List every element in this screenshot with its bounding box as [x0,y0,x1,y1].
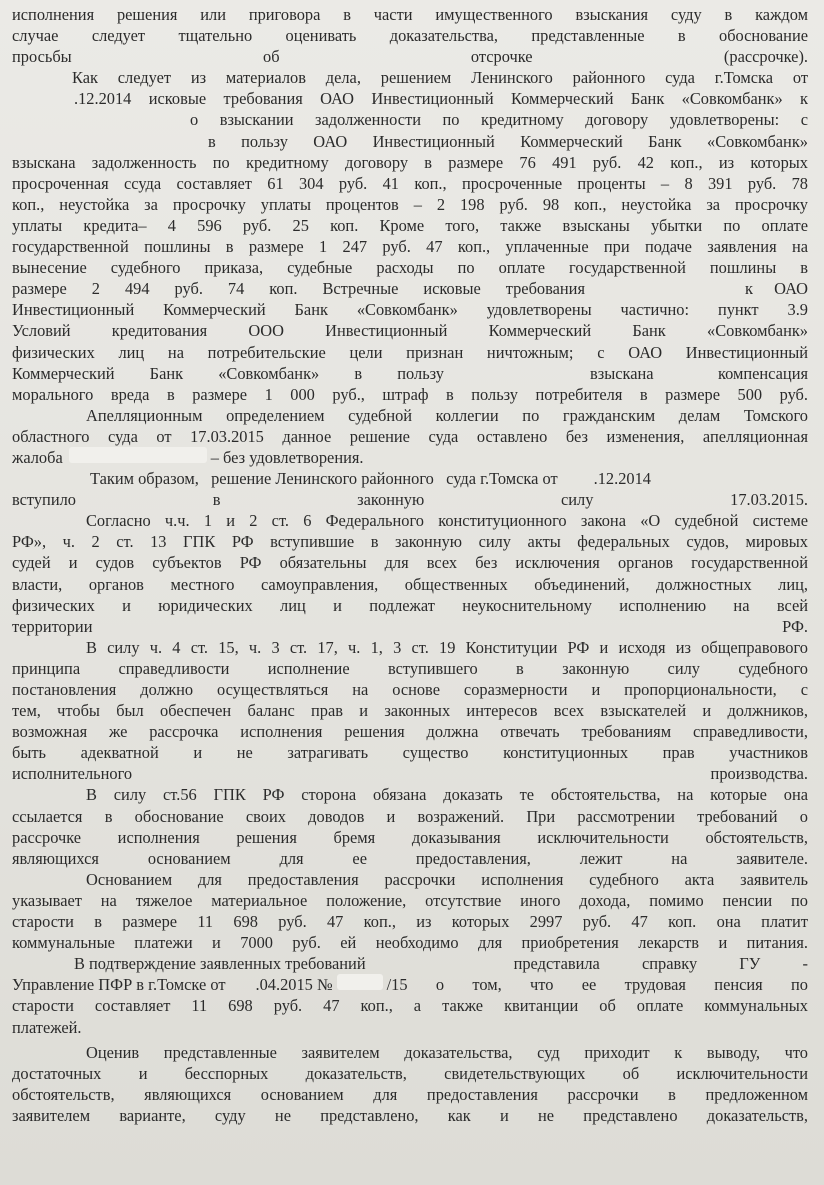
text-line: обстоятельств, являющихся основанием для предоставления рассрочки в предложенном [12,1084,808,1104]
text-line: возможная же рассрочка исполнения решения должна отвечать требованиям справедливости, [12,722,808,742]
redacted-date [225,974,255,990]
redacted-name [366,953,514,969]
text-line: морального вреда в размере 1 000 руб., штраф в пользу потребителя в размере 500 руб. [12,384,808,404]
text-line: взыскана задолженность по кредитному договору в размере 76 491 руб. 42 коп., из которых [12,152,808,172]
paragraph-burden-of-proof [12,784,808,868]
text-line: Условий кредитования ООО Инвестиционный Коммерческий Банк «Совкомбанк» [12,321,808,341]
text-segment: о взыскании задолженности по кредитному договору удовлетворены: с [190,110,808,130]
paragraph-court-decision [12,67,808,405]
text-line: коп., неустойка за просрочку уплаты процентов – 2 198 руб. 98 коп., неустойка за просрочку [12,194,808,214]
text-line-with-redaction [12,468,808,489]
text-line: быть адекватной и не затрагивать существо конституционных прав участников [12,743,808,763]
text-line: государственной пошлины в размере 1 247 руб. 47 коп., уплаченные при подаче заявления на [12,237,808,257]
text-segment: Управление ПФР в г.Томске от [12,975,226,995]
text-line: постановления должно осуществляться на основе соразмерности и пропорциональности, с [12,680,808,699]
paragraph-appeal [12,405,808,468]
text-line: платежей. [12,1017,82,1037]
redacted-name [444,363,590,379]
text-line-with-redaction [12,131,808,152]
redacted-name [585,278,745,294]
text-line-with-redaction [12,278,808,299]
text-line: случае следует тщательно оценивать доказательства, представленные в обоснование [12,26,808,46]
text-line: физических и юридических лиц и подлежат неукоснительному исполнению на всей [12,595,808,615]
text-line: рассрочке исполнения решения бремя доказывания исключительности обстоятельств, [12,827,808,847]
text-line: Апелляционным определением судебной коллегии по гражданским делам Томского [86,405,808,425]
text-line-with-redaction [12,974,808,995]
text-line: исполнения решения или приговора в части имущественного взыскания суду в каждом [12,5,808,24]
text-line: физических лиц на потребительские цели признан ничтожным; с ОАО Инвестиционный [12,342,808,362]
text-line: достаточных и бесспорных доказательств, свидетельствующих об исключительности [12,1063,808,1083]
text-line: Согласно ч.ч. 1 и 2 ст. 6 Федерального конституционного закона «О судебной системе [86,511,808,531]
text-line: вступило в законную силу 17.03.2015. [12,490,808,510]
text-line: исполнительного производства. [12,764,808,784]
paragraph-evaluation [12,1042,808,1126]
redacted-name [12,131,208,147]
text-line-with-redaction [12,447,808,468]
text-line: В силу ч. 4 ст. 15, ч. 3 ст. 17, ч. 1, 3 ст. 19 Конституции РФ и исходя из общеправового [86,637,808,657]
paragraph-justice-principle [12,637,808,785]
redacted-name [69,447,207,463]
text-line: коммунальные платежи и 7000 руб. ей необходимо для приобретения лекарств и питания. [12,933,808,953]
paragraph-grounds [12,869,808,953]
text-line-with-redaction [12,953,808,974]
paragraph-effective [12,468,808,510]
paragraph-constitutional-law [12,510,808,637]
text-line: власти, органов местного самоуправления, общественных объединений, должностных лиц, [12,574,808,594]
text-line: принципа справедливости исполнение вступившего в законную силу судебного [12,658,808,678]
text-segment: .12.2014 [593,469,651,489]
text-line: .12.2014 исковые требования ОАО Инвестиционный Коммерческий Банк «Совкомбанк» к [74,89,808,109]
text-line-with-redaction [12,363,808,384]
text-segment: в пользу ОАО Инвестиционный Коммерческий Банк «Совкомбанк» [208,131,808,151]
text-segment: /15 о том, что ее трудовая пенсия по [386,975,808,995]
text-line: указывает на тяжелое материальное положение, отсутствие иного дохода, помимо пенсии по [12,890,808,910]
text-line: заявителем варианте, суду не представлено, как и не представлено доказательств, [12,1105,808,1125]
text-line: вынесение судебного приказа, судебные расходы по оплате государственной пошлины в [12,258,808,278]
text-segment: размере 2 494 руб. 74 коп. Встречные исковые требования [12,279,585,299]
text-line: просьбы об отсрочке (рассрочке). [12,47,808,67]
redacted-number [337,974,383,990]
text-line: старости составляет 11 698 руб. 47 коп., а также квитанции об оплате коммунальных [12,996,808,1016]
text-segment: жалоба [12,447,63,467]
text-line: тем, чтобы был обеспечен баланс прав и законных интересов всех взыскателей и должников, [12,701,808,721]
paragraph-pension-certificate [12,953,808,1037]
redacted-date [558,468,594,484]
text-segment: – без удовлетворения. [210,447,364,467]
text-line: являющихся основанием для ее предоставления, лежит на заявителе. [12,848,808,868]
text-line: Инвестиционный Коммерческий Банк «Совкомбанк» удовлетворены частично: пункт 3.9 [12,300,808,320]
text-line: областного суда от 17.03.2015 данное решение суда оставлено без изменения, апелляционная [12,426,808,446]
text-line-with-redaction [12,109,808,130]
text-segment: Коммерческий Банк «Совкомбанк» в пользу [12,363,444,383]
text-line: ссылается в обоснование своих доводов и возражений. При рассмотрении требований о [12,806,808,826]
text-line: В силу ст.56 ГПК РФ сторона обязана доказать те обстоятельства, на которые она [86,785,808,805]
paragraph-deferral-intro [12,4,808,67]
text-line: просроченная ссуда составляет 61 304 руб. 41 коп., просроченные проценты – 8 391 руб. 78 [12,173,808,193]
text-line: уплаты кредита– 4 596 руб. 25 коп. Кроме того, также взысканы убытки по оплате [12,215,808,235]
text-segment: представила справку ГУ - [513,954,808,974]
text-segment: взыскана компенсация [590,363,808,383]
text-segment: к ОАО [745,279,808,299]
text-line: территории РФ. [12,616,808,636]
text-segment: .04.2015 № [255,975,333,995]
text-line: Оценив представленные заявителем доказательства, суд приходит к выводу, что [86,1042,808,1062]
text-segment: В подтверждение заявленных требований [74,954,366,974]
text-line: РФ», ч. 2 ст. 13 ГПК РФ вступившие в законную силу акты федеральных судов, мировых [12,532,808,552]
text-line: Как следует из материалов дела, решением Ленинского районного суда г.Томска от [72,68,808,88]
text-segment: Таким образом, решение Ленинского районного суда г.Томска от [90,469,558,489]
text-line: старости в размере 11 698 руб. 47 коп., из которых 2997 руб. 47 коп. она платит [12,912,808,932]
text-line: Основанием для предоставления рассрочки исполнения судебного акта заявитель [86,869,808,889]
text-line: судей и судов субъектов РФ обязательны для всех без исключения органов государственной [12,553,808,573]
